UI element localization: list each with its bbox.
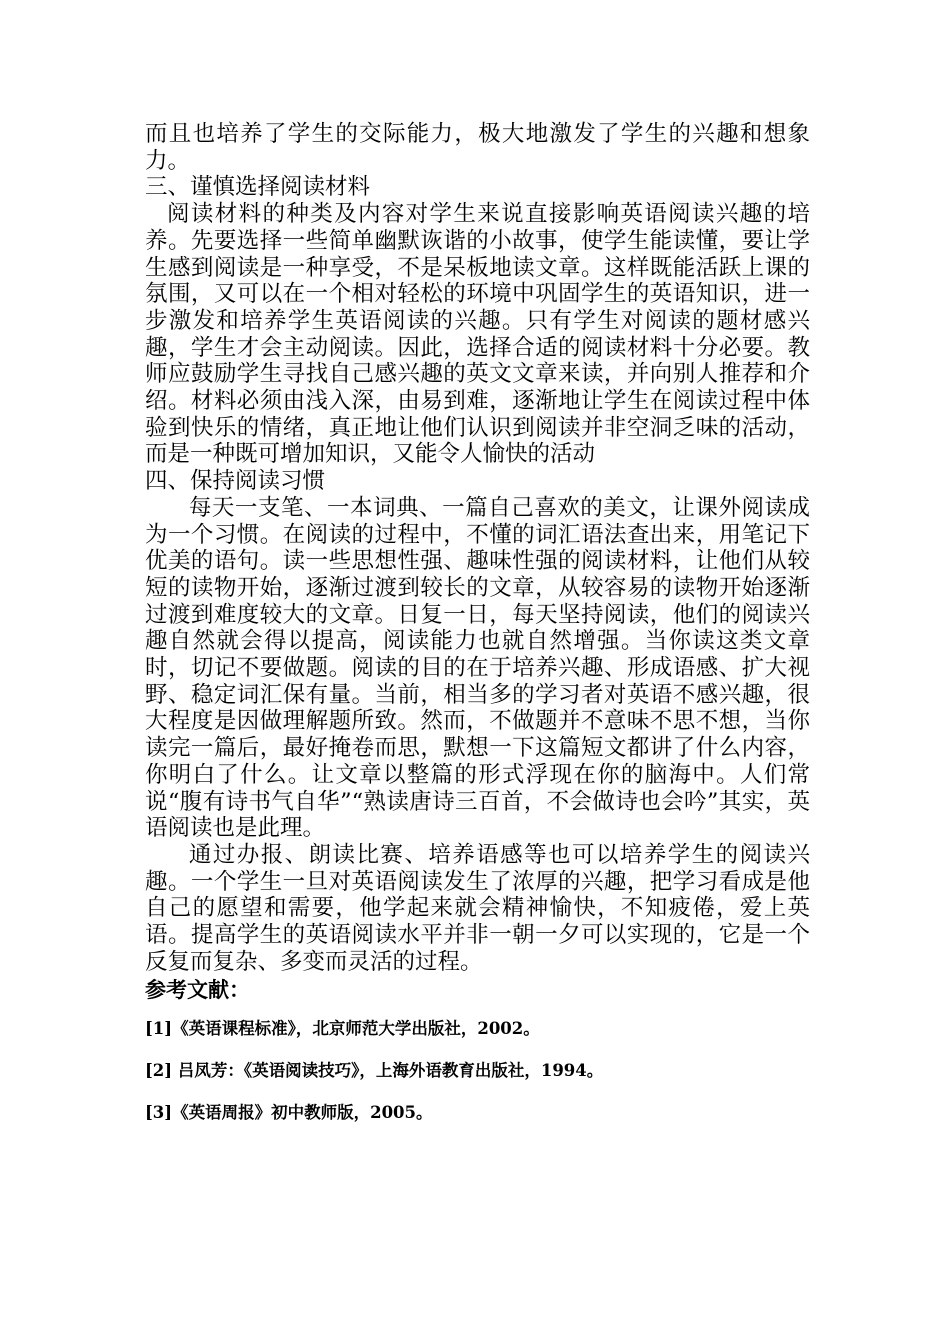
document-page [145, 121, 810, 1124]
paragraph-other-methods: 通过办报、朗读比赛、培养语感等也可以培养学生的阅读兴趣。一个学生一旦对英语阅读发生了浓厚的兴趣，把学习看成是他自己的愿望和需要，他学起来就会精神愉快，不知疲倦，爱上英语。提高学生的英语阅读水平并非一朝一夕可以实现的，它是一个反复而复杂、多变而灵活的过程。 [145, 841, 810, 975]
reference-item: [1]《英语课程标准》，北京师范大学出版社，2002。 [145, 1018, 540, 1038]
references-title: 参考文献： [145, 977, 250, 1002]
paragraph-reading-materials: 阅读材料的种类及内容对学生来说直接影响英语阅读兴趣的培养。先要选择一些简单幽默诙谐的小故事，使学生能读懂，要让学生感到阅读是一种享受，不是呆板地读文章。这样既能活跃上课的氛围，又可以在一个相对轻松的环境中巩固学生的英语知识，进一步激发和培养学生英语阅读的兴趣。只有学生对阅读的题材感兴趣，学生才会主动阅读。因此，选择合适的阅读材料十分必要。教师应鼓励学生寻找自己感兴趣的英文文章来读，并向别人推荐和介绍。材料必须由浅入深，由易到难，逐渐地让学生在阅读过程中体验到快乐的情绪，真正地让他们认识到阅读并非空洞乏味的活动，而是一种既可增加知识，又能令人愉快的活动 [145, 201, 810, 468]
section-heading-3: 三、谨慎选择阅读材料 [145, 174, 371, 201]
reference-item: [2] 吕凤芳：《英语阅读技巧》，上海外语教育出版社，1994。 [145, 1060, 604, 1080]
paragraph-reading-habits: 每天一支笔、一本词典、一篇自己喜欢的美文，让课外阅读成为一个习惯。在阅读的过程中，不懂的词汇语法查出来，用笔记下优美的语句。读一些思想性强、趣味性强的阅读材料，让他们从较短的读物开始，逐渐过渡到较长的文章，从较容易的读物开始逐渐过渡到难度较大的文章。日复一日，每天坚持阅读，他们的阅读兴趣自然就会得以提高，阅读能力也就自然增强。当你读这类文章时，切记不要做题。阅读的目的在于培养兴趣、形成语感、扩大视野、稳定词汇保有量。当前，相当多的学习者对英语不感兴趣，很大程度是因做理解题所致。然而，不做题并不意味不思不想，当你读完一篇后，最好掩卷而思，默想一下这篇短文都讲了什么内容，你明白了什么。让文章以整篇的形式浮现在你的脑海中。人们常说“腹有诗书气自华”“熟读唐诗三百首，不会做诗也会吟”其实，英语阅读也是此理。 [145, 494, 810, 842]
section-heading-4: 四、保持阅读习惯 [145, 468, 326, 495]
reference-item: [3]《英语周报》初中教师版，2005。 [145, 1102, 433, 1122]
paragraph-interaction-conclusion: 而且也培养了学生的交际能力，极大地激发了学生的兴趣和想象力。 [145, 121, 810, 174]
